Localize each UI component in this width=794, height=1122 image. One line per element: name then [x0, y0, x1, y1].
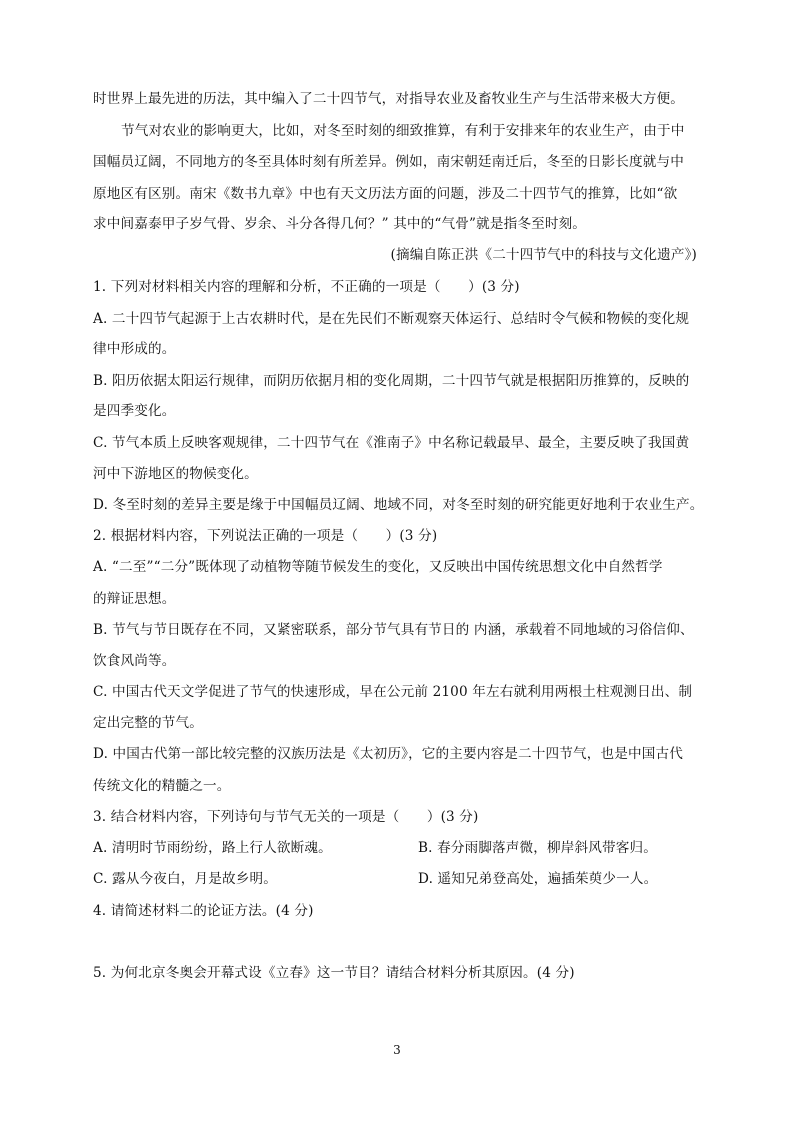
page-number: 3	[393, 1043, 401, 1057]
question-1-option-a-line-1: A. 二十四节气起源于上古农耕时代，是在先民们不断观察天体运行、总结时令气候和物候的变化规	[93, 311, 690, 327]
question-2-option-c-line-1: C. 中国古代天文学促进了节气的快速形成，早在公元前 2100 年左右就利用两根土柱观测日出、制	[93, 684, 693, 700]
question-2-option-a-line-2: 的辩证思想。	[93, 591, 176, 607]
question-4-stem: 4. 请简述材料二的论证方法。(4 分)	[93, 903, 314, 919]
passage-line-1: 时世界上最先进的历法，其中编入了二十四节气，对指导农业及畜牧业生产与生活带来极大方便。	[93, 91, 684, 107]
question-1-stem: 1. 下列对材料相关内容的理解和分析，不正确的一项是（ ）(3 分)	[93, 279, 520, 295]
question-1-option-b-line-2: 是四季变化。	[93, 403, 176, 419]
question-1-option-b-line-1: B. 阳历依据太阳运行规律，而阴历依据月相的变化周期，二十四节气就是根据阳历推算的，反映的	[93, 373, 690, 389]
question-3-option-a: A. 清明时节雨纷纷，路上行人欲断魂。	[93, 840, 332, 856]
question-3-stem: 3. 结合材料内容，下列诗句与节气无关的一项是（ ）(3 分)	[93, 809, 479, 825]
question-2-option-c-line-2: 定出完整的节气。	[93, 715, 203, 731]
question-3-option-b: B. 春分雨脚落声微，柳岸斜风带客归。	[418, 840, 657, 856]
question-2-option-b-line-1: B. 节气与节日既存在不同，又紧密联系，部分节气具有节日的 内涵，承载着不同地域的习俗信仰、	[93, 622, 694, 638]
passage-line-2: 节气对农业的影响更大，比如，对冬至时刻的细致推算，有利于安排来年的农业生产，由于中	[121, 123, 685, 139]
passage-source: (摘编自陈正洪《二十四节气中的科技与文化遗产》)	[390, 247, 697, 263]
question-2-stem: 2. 根据材料内容，下列说法正确的一项是（ ）(3 分)	[93, 528, 438, 544]
question-1-option-d: D. 冬至时刻的差异主要是缘于中国幅员辽阔、地域不同，对冬至时刻的研究能更好地利于农业生产。	[93, 497, 704, 513]
question-2-option-b-line-2: 饮食风尚等。	[93, 653, 176, 669]
question-1-option-a-line-2: 律中形成的。	[93, 341, 176, 357]
question-2-option-d-line-1: D. 中国古代第一部比较完整的汉族历法是《太初历》，它的主要内容是二十四节气，也是中国古代	[93, 746, 683, 762]
passage-line-5: 求中间嘉泰甲子岁气骨、岁余、斗分各得几何？” 其中的“气骨”就是指冬至时刻。	[93, 216, 587, 232]
question-1-option-c-line-2: 河中下游地区的物候变化。	[93, 466, 258, 482]
question-1-option-c-line-1: C. 节气本质上反映客观规律，二十四节气在《淮南子》中名称记载最早、最全，主要反映了我国黄	[93, 435, 690, 451]
question-2-option-a-line-1: A. “二至”“二分”既体现了动植物等随节候发生的变化，又反映出中国传统思想文化中自然哲学	[93, 559, 663, 575]
question-3-option-c: C. 露从今夜白，月是故乡明。	[93, 871, 277, 887]
passage-line-4: 原地区有区别。南宋《数书九章》中也有天文历法方面的问题，涉及二十四节气的推算，比如“欲	[93, 186, 678, 202]
question-5-stem: 5. 为何北京冬奥会开幕式设《立春》这一节目？请结合材料分析其原因。(4 分)	[93, 965, 575, 981]
question-2-option-d-line-2: 传统文化的精髓之一。	[93, 778, 231, 794]
question-3-option-d: D. 遥知兄弟登高处，遍插茱萸少一人。	[418, 871, 658, 887]
passage-line-3: 国幅员辽阔，不同地方的冬至具体时刻有所差异。例如，南宋朝廷南迁后，冬至的日影长度就与中	[93, 154, 684, 170]
